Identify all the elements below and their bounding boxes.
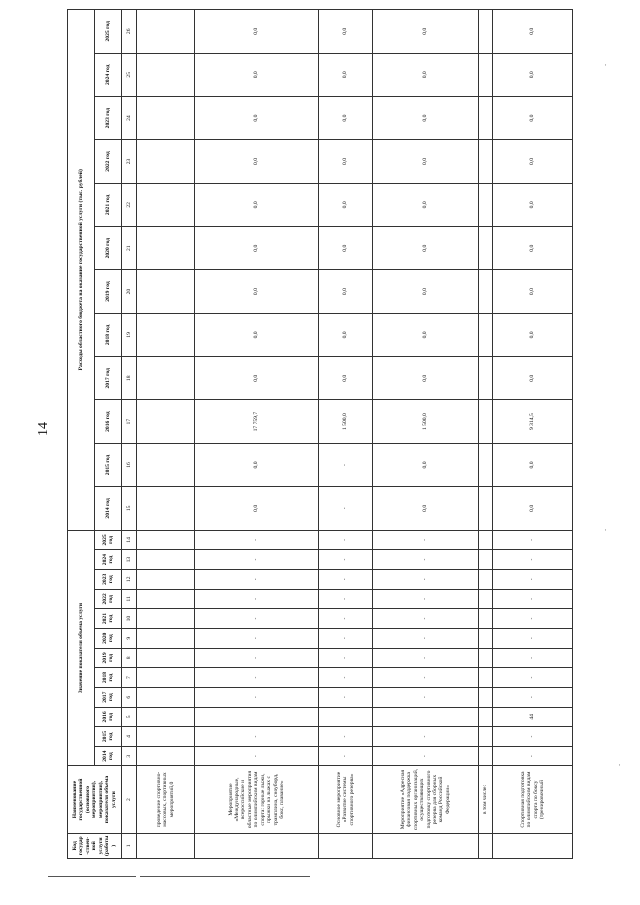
cell-expense (137, 183, 195, 226)
cell-expense: 0,0 (493, 270, 573, 313)
cell-expense (479, 96, 493, 139)
cell-volume: - (373, 727, 479, 747)
cell-expense: 0,0 (373, 10, 479, 54)
cell-expense (479, 443, 493, 486)
cell-volume: - (373, 550, 479, 570)
cell-volume (319, 707, 373, 727)
header-volume-year: 2024 год (95, 550, 122, 570)
cell-volume: - (195, 609, 319, 629)
cell-expense: - (319, 487, 373, 530)
scan-mark: · (604, 60, 607, 70)
cell-volume (479, 687, 493, 707)
header-expense-year: 2021 год (95, 183, 122, 226)
cell-volume: - (373, 589, 479, 609)
cell-volume (137, 746, 195, 766)
cell-expense: 0,0 (493, 443, 573, 486)
cell-name: Основное мероприятие «Развитие системы спортивного резерва» (319, 766, 373, 833)
cell-expense: 1 500,0 (373, 400, 479, 443)
header-code: Код государ-ствен-ной услуги (работы) (68, 833, 122, 858)
column-number: 22 (122, 183, 137, 226)
cell-volume (479, 628, 493, 648)
column-number: 26 (122, 10, 137, 54)
cell-volume (137, 589, 195, 609)
cell-volume (137, 707, 195, 727)
cell-volume: - (493, 569, 573, 589)
cell-volume (479, 530, 493, 550)
cell-expense (137, 140, 195, 183)
cell-expense (479, 400, 493, 443)
cell-expense: 0,0 (319, 313, 373, 356)
cell-expense (137, 96, 195, 139)
cell-volume: - (319, 569, 373, 589)
cell-volume (137, 727, 195, 747)
cell-expense: 0,0 (373, 313, 479, 356)
cell-expense (137, 357, 195, 400)
cell-volume: - (195, 668, 319, 688)
cell-volume: - (373, 648, 479, 668)
cell-expense: 0,0 (493, 183, 573, 226)
cell-volume: - (195, 727, 319, 747)
cell-volume: - (373, 687, 479, 707)
cell-expense: 0,0 (493, 10, 573, 54)
cell-expense: 0,0 (195, 443, 319, 486)
footer-line-2 (140, 876, 310, 877)
cell-volume: - (373, 569, 479, 589)
cell-expense (479, 183, 493, 226)
column-number: 10 (122, 609, 137, 629)
cell-expense: 0,0 (493, 140, 573, 183)
cell-expense: 0,0 (373, 183, 479, 226)
cell-expense: 0,0 (373, 487, 479, 530)
cell-name: Мероприятие «Адресная финансовая поддержка спортивных организаций, осуществляющих подготовку спортивного резерва для сборных команд Российской Федерации» (373, 766, 479, 833)
cell-volume (479, 609, 493, 629)
cell-expense: 0,0 (493, 313, 573, 356)
header-expense-year: 2019 год (95, 270, 122, 313)
cell-volume: - (195, 530, 319, 550)
column-number: 23 (122, 140, 137, 183)
header-volume-year: 2020 год (95, 628, 122, 648)
cell-expense: 0,0 (493, 357, 573, 400)
cell-volume (137, 550, 195, 570)
cell-volume: - (493, 550, 573, 570)
cell-expense: - (319, 443, 373, 486)
cell-expense: 0,0 (373, 443, 479, 486)
header-expense-year: 2016 год (95, 400, 122, 443)
header-expense-year: 2023 год (95, 96, 122, 139)
cell-expense: 0,0 (373, 53, 479, 96)
cell-expense (479, 357, 493, 400)
cell-expense: 0,0 (195, 357, 319, 400)
cell-name: проведение спортивно-массовых, спортивных мероприятий,0 (137, 766, 195, 833)
cell-volume (479, 668, 493, 688)
cell-volume (137, 530, 195, 550)
cell-expense: 0,0 (373, 227, 479, 270)
cell-code (493, 833, 573, 858)
table-row (373, 10, 479, 859)
cell-volume (479, 746, 493, 766)
cell-name: Мероприятие «Международные, всероссийские и областные мероприятия по олимпийским видам спорта: горные лыжи, прыжки на лыжах с трамплина, сноуборд, бокс, плавание» (195, 766, 319, 833)
header-volume-group: Значение показателя объема услуги (68, 530, 95, 766)
cell-expense (479, 487, 493, 530)
cell-volume (479, 707, 493, 727)
cell-expense: 9 314,5 (493, 400, 573, 443)
header-volume-year: 2016 год (95, 707, 122, 727)
cell-volume: - (319, 727, 373, 747)
cell-volume: - (195, 648, 319, 668)
table-row (493, 10, 573, 859)
cell-volume: - (195, 569, 319, 589)
cell-expense: 0,0 (319, 227, 373, 270)
column-number: 11 (122, 589, 137, 609)
cell-code (137, 833, 195, 858)
header-expense-year: 2014 год (95, 487, 122, 530)
table-row (319, 10, 373, 859)
cell-expense: 0,0 (493, 53, 573, 96)
cell-expense (137, 487, 195, 530)
cell-volume: - (195, 628, 319, 648)
cell-volume: - (493, 687, 573, 707)
column-number: 12 (122, 569, 137, 589)
cell-volume: - (319, 628, 373, 648)
page-number: 14 (36, 422, 51, 436)
cell-expense: 0,0 (319, 140, 373, 183)
cell-expense: 0,0 (373, 140, 479, 183)
cell-volume: - (373, 530, 479, 550)
cell-volume: - (373, 668, 479, 688)
cell-expense: 0,0 (319, 357, 373, 400)
cell-code (373, 833, 479, 858)
cell-volume: - (493, 589, 573, 609)
cell-volume: - (373, 628, 479, 648)
cell-expense: 0,0 (373, 96, 479, 139)
cell-code (195, 833, 319, 858)
column-number: 2 (122, 766, 137, 833)
cell-volume: - (319, 746, 373, 766)
column-number: 3 (122, 746, 137, 766)
column-number: 7 (122, 668, 137, 688)
cell-volume (479, 589, 493, 609)
cell-expense: 0,0 (195, 313, 319, 356)
cell-volume: - (319, 530, 373, 550)
cell-volume: - (319, 589, 373, 609)
cell-volume: - (493, 648, 573, 668)
cell-expense: 0,0 (195, 183, 319, 226)
header-volume-year: 2021 год (95, 609, 122, 629)
column-number: 21 (122, 227, 137, 270)
cell-expense (137, 443, 195, 486)
header-expense-year: 2017 год (95, 357, 122, 400)
cell-expense: 0,0 (195, 96, 319, 139)
column-number: 9 (122, 628, 137, 648)
cell-volume: - (319, 550, 373, 570)
cell-expense (479, 140, 493, 183)
cell-code (479, 833, 493, 858)
cell-expense: 0,0 (195, 140, 319, 183)
header-expense-year: 2015 год (95, 443, 122, 486)
header-expense-year: 2020 год (95, 227, 122, 270)
cell-expense: 1 500,0 (319, 400, 373, 443)
header-expense-year: 2018 год (95, 313, 122, 356)
cell-volume (373, 707, 479, 727)
header-volume-year: 2025 год (95, 530, 122, 550)
cell-expense (137, 400, 195, 443)
cell-expense (137, 10, 195, 54)
cell-expense: 17 759,7 (195, 400, 319, 443)
cell-expense: 0,0 (319, 270, 373, 313)
cell-expense: 0,0 (319, 183, 373, 226)
cell-expense: 0,0 (195, 53, 319, 96)
cell-volume (479, 727, 493, 747)
cell-expense: 0,0 (493, 227, 573, 270)
cell-volume: - (195, 550, 319, 570)
column-number: 13 (122, 550, 137, 570)
cell-expense: 0,0 (319, 10, 373, 54)
column-number: 16 (122, 443, 137, 486)
column-number: 24 (122, 96, 137, 139)
header-expense-year: 2024 год (95, 53, 122, 96)
table-row (479, 10, 493, 859)
cell-expense: 0,0 (319, 96, 373, 139)
header-volume-year: 2019 год (95, 648, 122, 668)
table-row (137, 10, 195, 859)
header-expenses-group: Расходы областного бюджета на оказание государственной услуги (тыс. рублей) (68, 10, 95, 531)
cell-volume (137, 609, 195, 629)
cell-volume: - (195, 589, 319, 609)
cell-expense (479, 270, 493, 313)
cell-volume: - (493, 609, 573, 629)
header-volume-year: 2015 год (95, 727, 122, 747)
cell-volume: - (493, 727, 573, 747)
column-number: 25 (122, 53, 137, 96)
cell-volume (479, 569, 493, 589)
cell-expense: 0,0 (195, 227, 319, 270)
cell-expense (137, 227, 195, 270)
column-number: 6 (122, 687, 137, 707)
cell-volume: - (195, 687, 319, 707)
cell-volume: - (373, 609, 479, 629)
cell-name: в том числе: (479, 766, 493, 833)
cell-volume (479, 648, 493, 668)
header-expense-year: 2022 год (95, 140, 122, 183)
cell-volume: - (195, 746, 319, 766)
column-number: 19 (122, 313, 137, 356)
cell-volume: - (319, 648, 373, 668)
cell-volume: - (319, 609, 373, 629)
header-expense-year: 2025 год (95, 10, 122, 54)
column-number: 8 (122, 648, 137, 668)
column-number: 17 (122, 400, 137, 443)
scan-mark: · (618, 760, 621, 770)
cell-expense: 0,0 (493, 96, 573, 139)
cell-volume (195, 707, 319, 727)
cell-volume: - (373, 746, 479, 766)
header-volume-year: 2014 год (95, 746, 122, 766)
cell-expense (479, 227, 493, 270)
cell-volume: - (493, 530, 573, 550)
footer-line-1 (48, 876, 136, 877)
cell-volume (137, 569, 195, 589)
column-number: 4 (122, 727, 137, 747)
column-number: 14 (122, 530, 137, 550)
cell-expense: 0,0 (493, 487, 573, 530)
column-number: 1 (122, 833, 137, 858)
cell-volume (479, 550, 493, 570)
cell-expense: 0,0 (373, 270, 479, 313)
cell-expense (479, 10, 493, 54)
cell-name: Спортивная подготовка по олимпийским видам спорта по боксу (тренировочный (493, 766, 573, 833)
budget-table-rotated (67, 9, 551, 859)
cell-volume: - (319, 687, 373, 707)
table-row (195, 10, 319, 859)
cell-expense: 0,0 (319, 53, 373, 96)
cell-volume (137, 687, 195, 707)
header-volume-year: 2023 год (95, 569, 122, 589)
cell-volume: - (493, 746, 573, 766)
cell-volume: - (493, 668, 573, 688)
scan-mark: · (604, 525, 607, 535)
header-volume-year: 2022 год (95, 589, 122, 609)
cell-volume (137, 668, 195, 688)
column-number: 18 (122, 357, 137, 400)
cell-volume: - (493, 628, 573, 648)
cell-expense: 0,0 (195, 487, 319, 530)
cell-volume (137, 648, 195, 668)
cell-expense (479, 53, 493, 96)
cell-volume: - (319, 668, 373, 688)
cell-expense (137, 313, 195, 356)
cell-expense (137, 270, 195, 313)
cell-volume (137, 628, 195, 648)
cell-volume: 44 (493, 707, 573, 727)
header-name: Наименование государственной (основного мероприятия), мероприятия), показателя объема услуги (68, 766, 122, 833)
cell-expense: 0,0 (195, 270, 319, 313)
column-number: 20 (122, 270, 137, 313)
header-volume-year: 2018 год (95, 668, 122, 688)
cell-code (319, 833, 373, 858)
cell-expense: 0,0 (195, 10, 319, 54)
cell-expense (137, 53, 195, 96)
cell-expense (479, 313, 493, 356)
budget-table (67, 9, 573, 859)
column-number: 15 (122, 487, 137, 530)
column-number: 5 (122, 707, 137, 727)
header-volume-year: 2017 год (95, 687, 122, 707)
cell-expense: 0,0 (373, 357, 479, 400)
